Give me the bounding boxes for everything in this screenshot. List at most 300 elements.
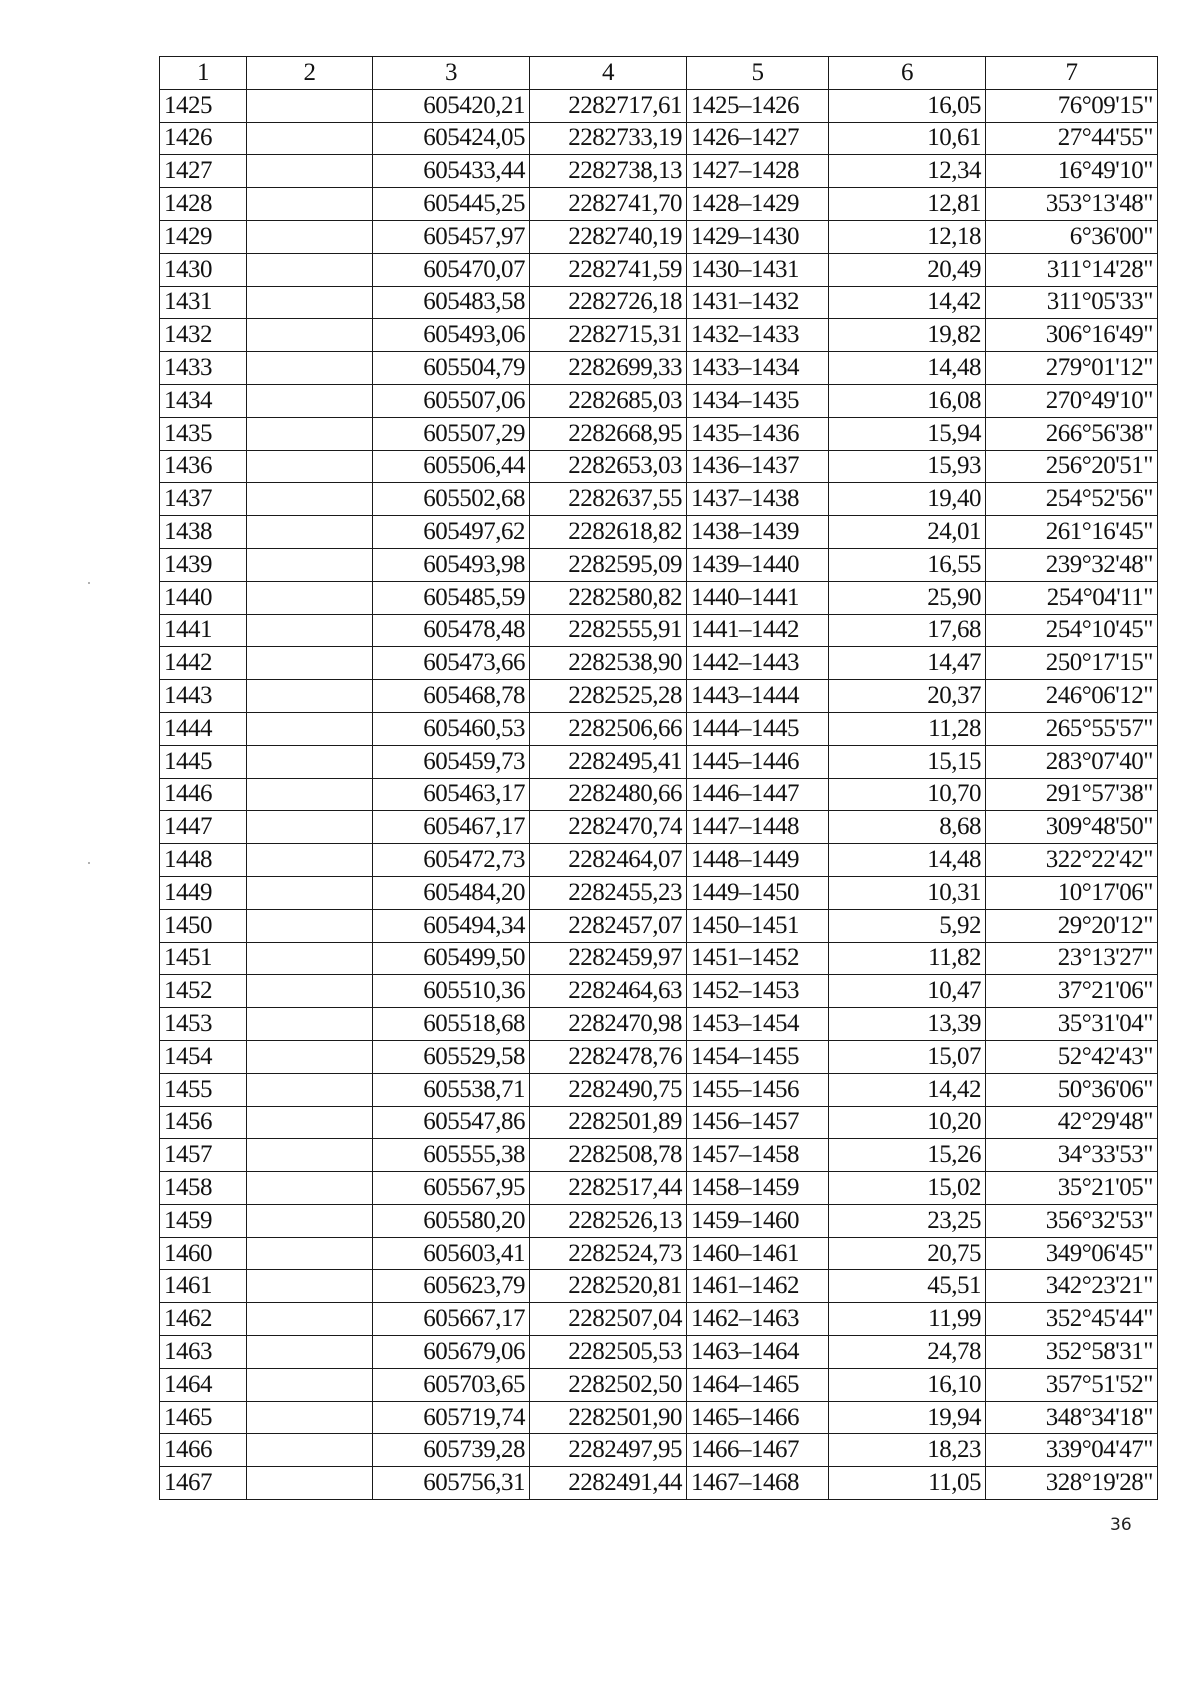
cell-col-2 <box>247 876 373 909</box>
cell-segment: 1436–1437 <box>687 450 829 483</box>
cell-col-2 <box>247 1237 373 1270</box>
cell-x-coordinate: 605420,21 <box>373 89 530 122</box>
cell-direction-angle: 256°20'51" <box>986 450 1158 483</box>
cell-col-2 <box>247 1172 373 1205</box>
cell-segment: 1430–1431 <box>687 253 829 286</box>
cell-y-coordinate: 2282455,23 <box>530 876 687 909</box>
cell-point-number: 1438 <box>160 516 247 549</box>
cell-y-coordinate: 2282478,76 <box>530 1040 687 1073</box>
cell-direction-angle: 52°42'43" <box>986 1040 1158 1073</box>
cell-x-coordinate: 605504,79 <box>373 352 530 385</box>
cell-segment: 1446–1447 <box>687 778 829 811</box>
cell-point-number: 1442 <box>160 647 247 680</box>
cell-col-2 <box>247 581 373 614</box>
cell-col-2 <box>247 89 373 122</box>
cell-direction-angle: 29°20'12" <box>986 909 1158 942</box>
cell-y-coordinate: 2282668,95 <box>530 417 687 450</box>
cell-point-number: 1467 <box>160 1467 247 1500</box>
table-row <box>160 1467 1158 1500</box>
cell-distance: 12,34 <box>829 155 986 188</box>
cell-distance: 11,05 <box>829 1467 986 1500</box>
cell-segment: 1467–1468 <box>687 1467 829 1500</box>
table-row <box>160 1303 1158 1336</box>
table-row <box>160 680 1158 713</box>
cell-direction-angle: 35°21'05" <box>986 1172 1158 1205</box>
cell-point-number: 1439 <box>160 548 247 581</box>
cell-segment: 1462–1463 <box>687 1303 829 1336</box>
cell-point-number: 1450 <box>160 909 247 942</box>
scan-speck <box>88 862 90 864</box>
cell-col-2 <box>247 614 373 647</box>
cell-y-coordinate: 2282507,04 <box>530 1303 687 1336</box>
cell-segment: 1427–1428 <box>687 155 829 188</box>
cell-x-coordinate: 605460,53 <box>373 712 530 745</box>
cell-x-coordinate: 605529,58 <box>373 1040 530 1073</box>
cell-col-2 <box>247 548 373 581</box>
cell-segment: 1429–1430 <box>687 220 829 253</box>
cell-point-number: 1459 <box>160 1204 247 1237</box>
table-row <box>160 1204 1158 1237</box>
cell-direction-angle: 250°17'15" <box>986 647 1158 680</box>
table-row <box>160 122 1158 155</box>
cell-direction-angle: 311°14'28" <box>986 253 1158 286</box>
cell-distance: 20,37 <box>829 680 986 713</box>
cell-point-number: 1458 <box>160 1172 247 1205</box>
cell-point-number: 1428 <box>160 188 247 221</box>
cell-point-number: 1454 <box>160 1040 247 1073</box>
cell-segment: 1435–1436 <box>687 417 829 450</box>
cell-distance: 45,51 <box>829 1270 986 1303</box>
cell-y-coordinate: 2282526,13 <box>530 1204 687 1237</box>
cell-segment: 1465–1466 <box>687 1401 829 1434</box>
cell-point-number: 1435 <box>160 417 247 450</box>
table-row <box>160 1336 1158 1369</box>
cell-y-coordinate: 2282497,95 <box>530 1434 687 1467</box>
cell-y-coordinate: 2282715,31 <box>530 319 687 352</box>
cell-y-coordinate: 2282685,03 <box>530 384 687 417</box>
cell-direction-angle: 265°55'57" <box>986 712 1158 745</box>
cell-x-coordinate: 605499,50 <box>373 942 530 975</box>
cell-x-coordinate: 605457,97 <box>373 220 530 253</box>
cell-x-coordinate: 605483,58 <box>373 286 530 319</box>
cell-segment: 1459–1460 <box>687 1204 829 1237</box>
cell-direction-angle: 349°06'45" <box>986 1237 1158 1270</box>
cell-x-coordinate: 605719,74 <box>373 1401 530 1434</box>
cell-segment: 1458–1459 <box>687 1172 829 1205</box>
cell-direction-angle: 239°32'48" <box>986 548 1158 581</box>
cell-y-coordinate: 2282580,82 <box>530 581 687 614</box>
cell-y-coordinate: 2282491,44 <box>530 1467 687 1500</box>
cell-segment: 1455–1456 <box>687 1073 829 1106</box>
table-body <box>160 89 1158 1499</box>
cell-segment: 1460–1461 <box>687 1237 829 1270</box>
table-row <box>160 876 1158 909</box>
cell-segment: 1445–1446 <box>687 745 829 778</box>
cell-y-coordinate: 2282506,66 <box>530 712 687 745</box>
header-col-2: 2 <box>247 57 373 90</box>
table-row <box>160 417 1158 450</box>
cell-segment: 1426–1427 <box>687 122 829 155</box>
cell-point-number: 1451 <box>160 942 247 975</box>
cell-distance: 19,40 <box>829 483 986 516</box>
table-row <box>160 581 1158 614</box>
table-row <box>160 1401 1158 1434</box>
cell-x-coordinate: 605463,17 <box>373 778 530 811</box>
cell-x-coordinate: 605445,25 <box>373 188 530 221</box>
table-row <box>160 352 1158 385</box>
cell-y-coordinate: 2282733,19 <box>530 122 687 155</box>
cell-x-coordinate: 605468,78 <box>373 680 530 713</box>
coordinates-table <box>159 56 1158 1500</box>
table-row <box>160 450 1158 483</box>
table-row <box>160 1008 1158 1041</box>
cell-x-coordinate: 605679,06 <box>373 1336 530 1369</box>
cell-point-number: 1461 <box>160 1270 247 1303</box>
cell-point-number: 1462 <box>160 1303 247 1336</box>
cell-direction-angle: 283°07'40" <box>986 745 1158 778</box>
header-col-7: 7 <box>986 57 1158 90</box>
cell-segment: 1434–1435 <box>687 384 829 417</box>
cell-distance: 16,55 <box>829 548 986 581</box>
cell-point-number: 1430 <box>160 253 247 286</box>
cell-x-coordinate: 605538,71 <box>373 1073 530 1106</box>
cell-distance: 11,99 <box>829 1303 986 1336</box>
header-row <box>160 57 1158 90</box>
cell-segment: 1454–1455 <box>687 1040 829 1073</box>
cell-x-coordinate: 605567,95 <box>373 1172 530 1205</box>
cell-direction-angle: 352°45'44" <box>986 1303 1158 1336</box>
cell-segment: 1450–1451 <box>687 909 829 942</box>
cell-segment: 1463–1464 <box>687 1336 829 1369</box>
cell-distance: 10,47 <box>829 975 986 1008</box>
cell-segment: 1440–1441 <box>687 581 829 614</box>
cell-y-coordinate: 2282502,50 <box>530 1368 687 1401</box>
cell-y-coordinate: 2282653,03 <box>530 450 687 483</box>
cell-distance: 24,01 <box>829 516 986 549</box>
cell-col-2 <box>247 155 373 188</box>
cell-distance: 14,42 <box>829 286 986 319</box>
cell-col-2 <box>247 253 373 286</box>
cell-x-coordinate: 605472,73 <box>373 844 530 877</box>
header-col-1: 1 <box>160 57 247 90</box>
cell-y-coordinate: 2282501,90 <box>530 1401 687 1434</box>
cell-y-coordinate: 2282459,97 <box>530 942 687 975</box>
cell-point-number: 1446 <box>160 778 247 811</box>
cell-distance: 25,90 <box>829 581 986 614</box>
cell-col-2 <box>247 286 373 319</box>
cell-y-coordinate: 2282508,78 <box>530 1139 687 1172</box>
cell-distance: 20,49 <box>829 253 986 286</box>
cell-distance: 15,93 <box>829 450 986 483</box>
cell-col-2 <box>247 1106 373 1139</box>
cell-col-2 <box>247 1368 373 1401</box>
cell-y-coordinate: 2282618,82 <box>530 516 687 549</box>
cell-y-coordinate: 2282501,89 <box>530 1106 687 1139</box>
cell-col-2 <box>247 1303 373 1336</box>
cell-point-number: 1466 <box>160 1434 247 1467</box>
cell-distance: 16,05 <box>829 89 986 122</box>
cell-distance: 8,68 <box>829 811 986 844</box>
cell-col-2 <box>247 712 373 745</box>
cell-segment: 1428–1429 <box>687 188 829 221</box>
cell-point-number: 1429 <box>160 220 247 253</box>
cell-point-number: 1427 <box>160 155 247 188</box>
cell-y-coordinate: 2282520,81 <box>530 1270 687 1303</box>
cell-y-coordinate: 2282740,19 <box>530 220 687 253</box>
cell-x-coordinate: 605485,59 <box>373 581 530 614</box>
cell-point-number: 1455 <box>160 1073 247 1106</box>
table-row <box>160 1172 1158 1205</box>
table-row <box>160 220 1158 253</box>
cell-direction-angle: 50°36'06" <box>986 1073 1158 1106</box>
table-row <box>160 89 1158 122</box>
cell-point-number: 1463 <box>160 1336 247 1369</box>
cell-col-2 <box>247 1073 373 1106</box>
header-col-6: 6 <box>829 57 986 90</box>
cell-distance: 15,15 <box>829 745 986 778</box>
cell-point-number: 1441 <box>160 614 247 647</box>
cell-direction-angle: 35°31'04" <box>986 1008 1158 1041</box>
cell-direction-angle: 291°57'38" <box>986 778 1158 811</box>
cell-distance: 14,48 <box>829 352 986 385</box>
cell-col-2 <box>247 417 373 450</box>
table-row <box>160 319 1158 352</box>
cell-col-2 <box>247 811 373 844</box>
cell-x-coordinate: 605473,66 <box>373 647 530 680</box>
cell-distance: 14,47 <box>829 647 986 680</box>
cell-point-number: 1445 <box>160 745 247 778</box>
cell-x-coordinate: 605494,34 <box>373 909 530 942</box>
cell-direction-angle: 10°17'06" <box>986 876 1158 909</box>
cell-x-coordinate: 605580,20 <box>373 1204 530 1237</box>
table-row <box>160 286 1158 319</box>
cell-direction-angle: 306°16'49" <box>986 319 1158 352</box>
cell-direction-angle: 6°36'00" <box>986 220 1158 253</box>
cell-segment: 1452–1453 <box>687 975 829 1008</box>
cell-distance: 13,39 <box>829 1008 986 1041</box>
cell-y-coordinate: 2282470,74 <box>530 811 687 844</box>
cell-direction-angle: 16°49'10" <box>986 155 1158 188</box>
cell-point-number: 1440 <box>160 581 247 614</box>
cell-distance: 20,75 <box>829 1237 986 1270</box>
cell-segment: 1447–1448 <box>687 811 829 844</box>
cell-x-coordinate: 605433,44 <box>373 155 530 188</box>
cell-col-2 <box>247 1204 373 1237</box>
cell-x-coordinate: 605603,41 <box>373 1237 530 1270</box>
header-col-3: 3 <box>373 57 530 90</box>
cell-col-2 <box>247 450 373 483</box>
cell-col-2 <box>247 844 373 877</box>
table-row <box>160 1106 1158 1139</box>
cell-distance: 15,26 <box>829 1139 986 1172</box>
table-row <box>160 483 1158 516</box>
cell-col-2 <box>247 352 373 385</box>
cell-point-number: 1448 <box>160 844 247 877</box>
cell-point-number: 1444 <box>160 712 247 745</box>
cell-direction-angle: 311°05'33" <box>986 286 1158 319</box>
cell-y-coordinate: 2282595,09 <box>530 548 687 581</box>
cell-y-coordinate: 2282637,55 <box>530 483 687 516</box>
cell-point-number: 1449 <box>160 876 247 909</box>
table-row <box>160 548 1158 581</box>
cell-distance: 19,94 <box>829 1401 986 1434</box>
cell-y-coordinate: 2282464,63 <box>530 975 687 1008</box>
cell-y-coordinate: 2282470,98 <box>530 1008 687 1041</box>
cell-x-coordinate: 605703,65 <box>373 1368 530 1401</box>
cell-point-number: 1436 <box>160 450 247 483</box>
cell-y-coordinate: 2282525,28 <box>530 680 687 713</box>
cell-distance: 15,07 <box>829 1040 986 1073</box>
cell-segment: 1442–1443 <box>687 647 829 680</box>
cell-segment: 1441–1442 <box>687 614 829 647</box>
cell-x-coordinate: 605424,05 <box>373 122 530 155</box>
cell-col-2 <box>247 647 373 680</box>
cell-point-number: 1433 <box>160 352 247 385</box>
cell-y-coordinate: 2282726,18 <box>530 286 687 319</box>
cell-point-number: 1456 <box>160 1106 247 1139</box>
cell-col-2 <box>247 975 373 1008</box>
cell-y-coordinate: 2282741,59 <box>530 253 687 286</box>
cell-distance: 10,61 <box>829 122 986 155</box>
cell-direction-angle: 254°10'45" <box>986 614 1158 647</box>
cell-direction-angle: 34°33'53" <box>986 1139 1158 1172</box>
cell-segment: 1438–1439 <box>687 516 829 549</box>
cell-y-coordinate: 2282480,66 <box>530 778 687 811</box>
cell-segment: 1451–1452 <box>687 942 829 975</box>
cell-point-number: 1453 <box>160 1008 247 1041</box>
table-row <box>160 1368 1158 1401</box>
cell-x-coordinate: 605756,31 <box>373 1467 530 1500</box>
cell-point-number: 1457 <box>160 1139 247 1172</box>
cell-distance: 5,92 <box>829 909 986 942</box>
cell-point-number: 1425 <box>160 89 247 122</box>
cell-y-coordinate: 2282555,91 <box>530 614 687 647</box>
cell-direction-angle: 42°29'48" <box>986 1106 1158 1139</box>
cell-distance: 10,31 <box>829 876 986 909</box>
cell-segment: 1439–1440 <box>687 548 829 581</box>
table-header <box>160 57 1158 90</box>
cell-x-coordinate: 605506,44 <box>373 450 530 483</box>
cell-direction-angle: 348°34'18" <box>986 1401 1158 1434</box>
cell-point-number: 1447 <box>160 811 247 844</box>
table-row <box>160 647 1158 680</box>
cell-direction-angle: 266°56'38" <box>986 417 1158 450</box>
cell-col-2 <box>247 220 373 253</box>
header-col-5: 5 <box>687 57 829 90</box>
cell-x-coordinate: 605484,20 <box>373 876 530 909</box>
cell-y-coordinate: 2282524,73 <box>530 1237 687 1270</box>
cell-x-coordinate: 605493,98 <box>373 548 530 581</box>
cell-x-coordinate: 605478,48 <box>373 614 530 647</box>
cell-segment: 1425–1426 <box>687 89 829 122</box>
cell-x-coordinate: 605518,68 <box>373 1008 530 1041</box>
cell-distance: 10,20 <box>829 1106 986 1139</box>
cell-distance: 11,82 <box>829 942 986 975</box>
cell-distance: 16,08 <box>829 384 986 417</box>
cell-x-coordinate: 605467,17 <box>373 811 530 844</box>
cell-distance: 14,48 <box>829 844 986 877</box>
cell-col-2 <box>247 384 373 417</box>
cell-direction-angle: 37°21'06" <box>986 975 1158 1008</box>
cell-direction-angle: 270°49'10" <box>986 384 1158 417</box>
cell-direction-angle: 357°51'52" <box>986 1368 1158 1401</box>
cell-distance: 15,94 <box>829 417 986 450</box>
cell-x-coordinate: 605623,79 <box>373 1270 530 1303</box>
cell-segment: 1432–1433 <box>687 319 829 352</box>
cell-point-number: 1443 <box>160 680 247 713</box>
cell-direction-angle: 261°16'45" <box>986 516 1158 549</box>
cell-x-coordinate: 605470,07 <box>373 253 530 286</box>
cell-point-number: 1464 <box>160 1368 247 1401</box>
cell-col-2 <box>247 1401 373 1434</box>
cell-col-2 <box>247 745 373 778</box>
cell-x-coordinate: 605497,62 <box>373 516 530 549</box>
table-row <box>160 1434 1158 1467</box>
cell-point-number: 1426 <box>160 122 247 155</box>
cell-x-coordinate: 605667,17 <box>373 1303 530 1336</box>
cell-point-number: 1437 <box>160 483 247 516</box>
cell-col-2 <box>247 942 373 975</box>
cell-distance: 24,78 <box>829 1336 986 1369</box>
header-col-4: 4 <box>530 57 687 90</box>
cell-distance: 11,28 <box>829 712 986 745</box>
cell-point-number: 1432 <box>160 319 247 352</box>
cell-y-coordinate: 2282457,07 <box>530 909 687 942</box>
cell-y-coordinate: 2282699,33 <box>530 352 687 385</box>
cell-col-2 <box>247 1336 373 1369</box>
cell-segment: 1443–1444 <box>687 680 829 713</box>
cell-direction-angle: 279°01'12" <box>986 352 1158 385</box>
cell-direction-angle: 23°13'27" <box>986 942 1158 975</box>
cell-col-2 <box>247 483 373 516</box>
cell-point-number: 1465 <box>160 1401 247 1434</box>
cell-segment: 1457–1458 <box>687 1139 829 1172</box>
cell-direction-angle: 322°22'42" <box>986 844 1158 877</box>
table-row <box>160 614 1158 647</box>
cell-distance: 17,68 <box>829 614 986 647</box>
cell-direction-angle: 254°52'56" <box>986 483 1158 516</box>
cell-col-2 <box>247 778 373 811</box>
cell-direction-angle: 27°44'55" <box>986 122 1158 155</box>
cell-col-2 <box>247 188 373 221</box>
cell-direction-angle: 254°04'11" <box>986 581 1158 614</box>
cell-distance: 19,82 <box>829 319 986 352</box>
cell-x-coordinate: 605739,28 <box>373 1434 530 1467</box>
table-row <box>160 384 1158 417</box>
cell-y-coordinate: 2282495,41 <box>530 745 687 778</box>
cell-distance: 18,23 <box>829 1434 986 1467</box>
cell-y-coordinate: 2282538,90 <box>530 647 687 680</box>
cell-y-coordinate: 2282738,13 <box>530 155 687 188</box>
cell-x-coordinate: 605507,06 <box>373 384 530 417</box>
cell-segment: 1437–1438 <box>687 483 829 516</box>
cell-segment: 1461–1462 <box>687 1270 829 1303</box>
cell-x-coordinate: 605510,36 <box>373 975 530 1008</box>
scan-speck <box>88 582 90 584</box>
cell-point-number: 1460 <box>160 1237 247 1270</box>
cell-x-coordinate: 605547,86 <box>373 1106 530 1139</box>
cell-distance: 23,25 <box>829 1204 986 1237</box>
cell-distance: 16,10 <box>829 1368 986 1401</box>
table-row <box>160 1270 1158 1303</box>
cell-direction-angle: 342°23'21" <box>986 1270 1158 1303</box>
cell-direction-angle: 309°48'50" <box>986 811 1158 844</box>
table-row <box>160 811 1158 844</box>
cell-direction-angle: 246°06'12" <box>986 680 1158 713</box>
table-row <box>160 844 1158 877</box>
cell-segment: 1449–1450 <box>687 876 829 909</box>
cell-segment: 1464–1465 <box>687 1368 829 1401</box>
